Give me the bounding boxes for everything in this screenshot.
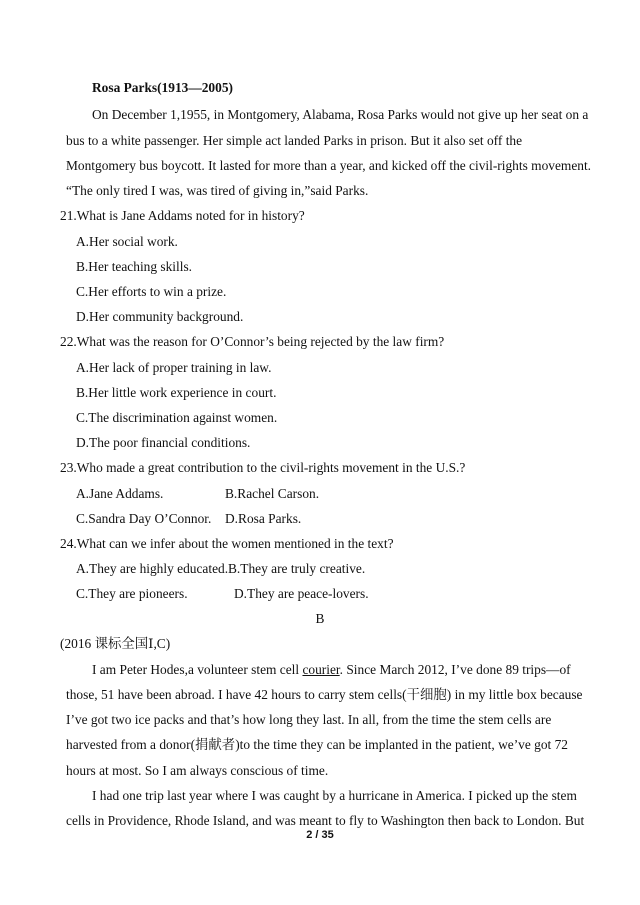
q21-option-d: D.Her community background.: [76, 309, 244, 324]
paragraph-line: cells in Providence, Rhode Island, and was meant to fly to Washington then back to London. But: [66, 813, 585, 828]
section-title: Rosa Parks(1913—2005): [92, 80, 233, 95]
paragraph-line: I had one trip last year where I was caught by a hurricane in America. I picked up the stem: [92, 788, 577, 803]
q22-option-d: D.The poor financial conditions.: [76, 435, 251, 450]
q24-option-a: A.They are highly educated.: [76, 561, 229, 576]
paragraph-line: Montgomery bus boycott. It lasted for more than a year, and kicked off the civil-rights movement.: [66, 158, 592, 173]
paragraph-line: I’ve got two ice packs and that’s how long they last. In all, from the time the stem cells are: [66, 712, 552, 727]
q22-option-b: B.Her little work experience in court.: [76, 385, 277, 400]
q23-option-d: D.Rosa Parks.: [225, 511, 302, 526]
paragraph-line: those, 51 have been abroad. I have 42 hours to carry stem cells(干细胞) in my little box because: [66, 687, 583, 702]
underlined-word: courier: [302, 662, 340, 677]
paragraph-line: hours at most. So I am always conscious of time.: [66, 763, 329, 778]
q24-option-c: C.They are pioneers.: [76, 586, 188, 601]
paragraph-line: On December 1,1955, in Montgomery, Alabama, Rosa Parks would not give up her seat on a: [92, 107, 589, 122]
q23-option-a: A.Jane Addams.: [76, 486, 164, 501]
source-citation: (2016 课标全国Ⅰ,C): [60, 636, 171, 651]
q24-option-b: B.They are truly creative.: [228, 561, 366, 576]
q22-option-c: C.The discrimination against women.: [76, 410, 278, 425]
q22-option-a: A.Her lack of proper training in law.: [76, 360, 272, 375]
q21-option-c: C.Her efforts to win a prize.: [76, 284, 227, 299]
q23-option-c: C.Sandra Day O’Connor.: [76, 511, 212, 526]
question-23-stem: 23.Who made a great contribution to the civil-rights movement in the U.S.?: [60, 460, 466, 475]
q21-option-a: A.Her social work.: [76, 234, 178, 249]
q24-option-d: D.They are peace-lovers.: [234, 586, 369, 601]
question-21-stem: 21.What is Jane Addams noted for in history?: [60, 208, 305, 223]
q23-option-b: B.Rachel Carson.: [225, 486, 320, 501]
q21-option-b: B.Her teaching skills.: [76, 259, 193, 274]
paragraph-line: “The only tired I was, was tired of giving in,”said Parks.: [66, 183, 369, 198]
question-22-stem: 22.What was the reason for O’Connor’s being rejected by the law firm?: [60, 334, 445, 349]
paragraph-line: harvested from a donor(捐献者)to the time they can be implanted in the patient, we’ve got 72: [66, 737, 568, 752]
question-24-stem: 24.What can we infer about the women mentioned in the text?: [60, 536, 394, 551]
paragraph-line: bus to a white passenger. Her simple act landed Parks in prison. But it also set off the: [66, 133, 523, 148]
page-number: 2 / 35: [306, 829, 334, 841]
paragraph-line: I am Peter Hodes,a volunteer stem cell courier. Since March 2012, I’ve done 89 trips—of: [92, 662, 571, 677]
section-label: B: [315, 611, 325, 626]
